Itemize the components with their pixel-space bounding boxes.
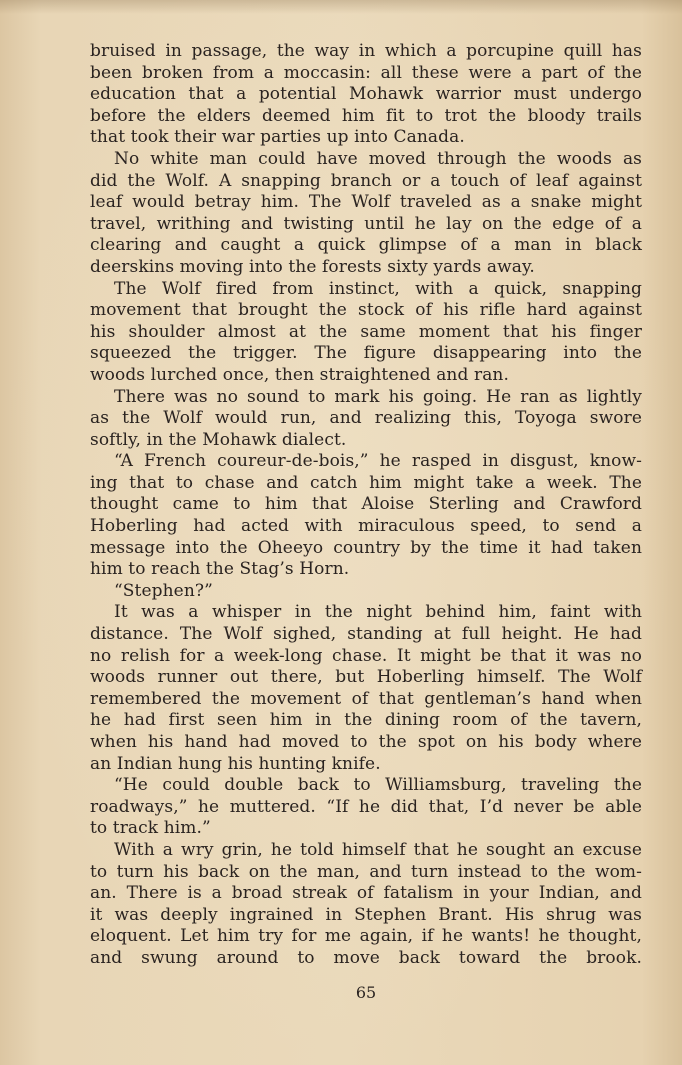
text-line: clearing and caught a quick glimpse of a man in black <box>90 235 642 256</box>
text-line: an. There is a broad streak of fatalism in your Indian, and <box>90 883 642 904</box>
text-line: when his hand had moved to the spot on his body where <box>90 732 642 752</box>
text-line: deerskins moving into the forests sixty yards away. <box>90 256 535 277</box>
text-line: been broken from a moccasin: all these were a part of the <box>90 62 642 83</box>
page-top-shadow <box>0 0 682 14</box>
text-line: With a wry grin, he told himself that he sought an excuse <box>114 839 642 860</box>
text-line: movement that brought the stock of his rifle hard against <box>90 300 642 321</box>
text-line: leaf would betray him. The Wolf traveled as a snake might <box>90 192 642 213</box>
text-line: bruised in passage, the way in which a porcupine quill has <box>90 41 642 61</box>
text-line: thought came to him that Aloise Sterling and Crawford <box>90 494 642 515</box>
text-line: woods runner out there, but Hoberling himself. The Wolf <box>90 667 642 688</box>
text-line: roadways,” he muttered. “If he did that, I’d never be able <box>90 796 642 817</box>
text-line: “A French coureur-de-bois,” he rasped in disgust, know- <box>114 451 642 472</box>
text-line: an Indian hung his hunting knife. <box>90 753 381 774</box>
text-line: before the elders deemed him fit to trot the bloody trails <box>90 105 642 126</box>
text-line: that took their war parties up into Canada. <box>90 127 465 148</box>
page-number: 65 <box>355 983 377 1002</box>
text-line: education that a potential Mohawk warrior must undergo <box>90 84 642 105</box>
text-line: softly, in the Mohawk dialect. <box>90 429 347 450</box>
text-line: squeezed the trigger. The figure disappearing into the <box>90 343 642 364</box>
text-line: “He could double back to Williamsburg, traveling the <box>114 775 642 796</box>
text-line: “Stephen?” <box>114 580 213 601</box>
text-line: No white man could have moved through the woods as <box>114 148 642 169</box>
text-line: woods lurched once, then straightened and ran. <box>90 364 509 385</box>
body-text <box>90 41 642 970</box>
text-line: travel, writhing and twisting until he lay on the edge of a <box>90 213 642 234</box>
text-line: to turn his back on the man, and turn instead to the wom- <box>90 861 642 882</box>
text-line: as the Wolf would run, and realizing this, Toyoga swore <box>90 408 642 429</box>
text-line: There was no sound to mark his going. He ran as lightly <box>114 386 642 407</box>
text-line: ing that to chase and catch him might take a week. The <box>90 472 642 493</box>
text-line: remembered the movement of that gentleman’s hand when <box>90 688 642 709</box>
text-line: it was deeply ingrained in Stephen Brant. His shrug was <box>90 904 642 925</box>
text-line: Hoberling had acted with miraculous speed, to send a <box>90 516 642 537</box>
text-line: he had first seen him in the dining room of the tavern, <box>90 710 642 731</box>
text-line: distance. The Wolf sighed, standing at full height. He had <box>90 624 642 645</box>
text-line: him to reach the Stag’s Horn. <box>90 559 350 580</box>
text-line: his shoulder almost at the same moment that his finger <box>90 321 642 342</box>
text-line: and swung around to move back toward the brook. <box>90 947 642 968</box>
text-line: It was a whisper in the night behind him, faint with <box>114 602 642 623</box>
text-line: to track him.” <box>90 818 211 839</box>
text-line: message into the Oheeyo country by the time it had taken <box>90 537 642 558</box>
text-line: The Wolf fired from instinct, with a quick, snapping <box>114 278 642 299</box>
text-line: eloquent. Let him try for me again, if he wants! he thought, <box>90 926 642 947</box>
text-line: no relish for a week-long chase. It might be that it was no <box>90 645 642 666</box>
text-line: did the Wolf. A snapping branch or a touch of leaf against <box>90 170 642 191</box>
